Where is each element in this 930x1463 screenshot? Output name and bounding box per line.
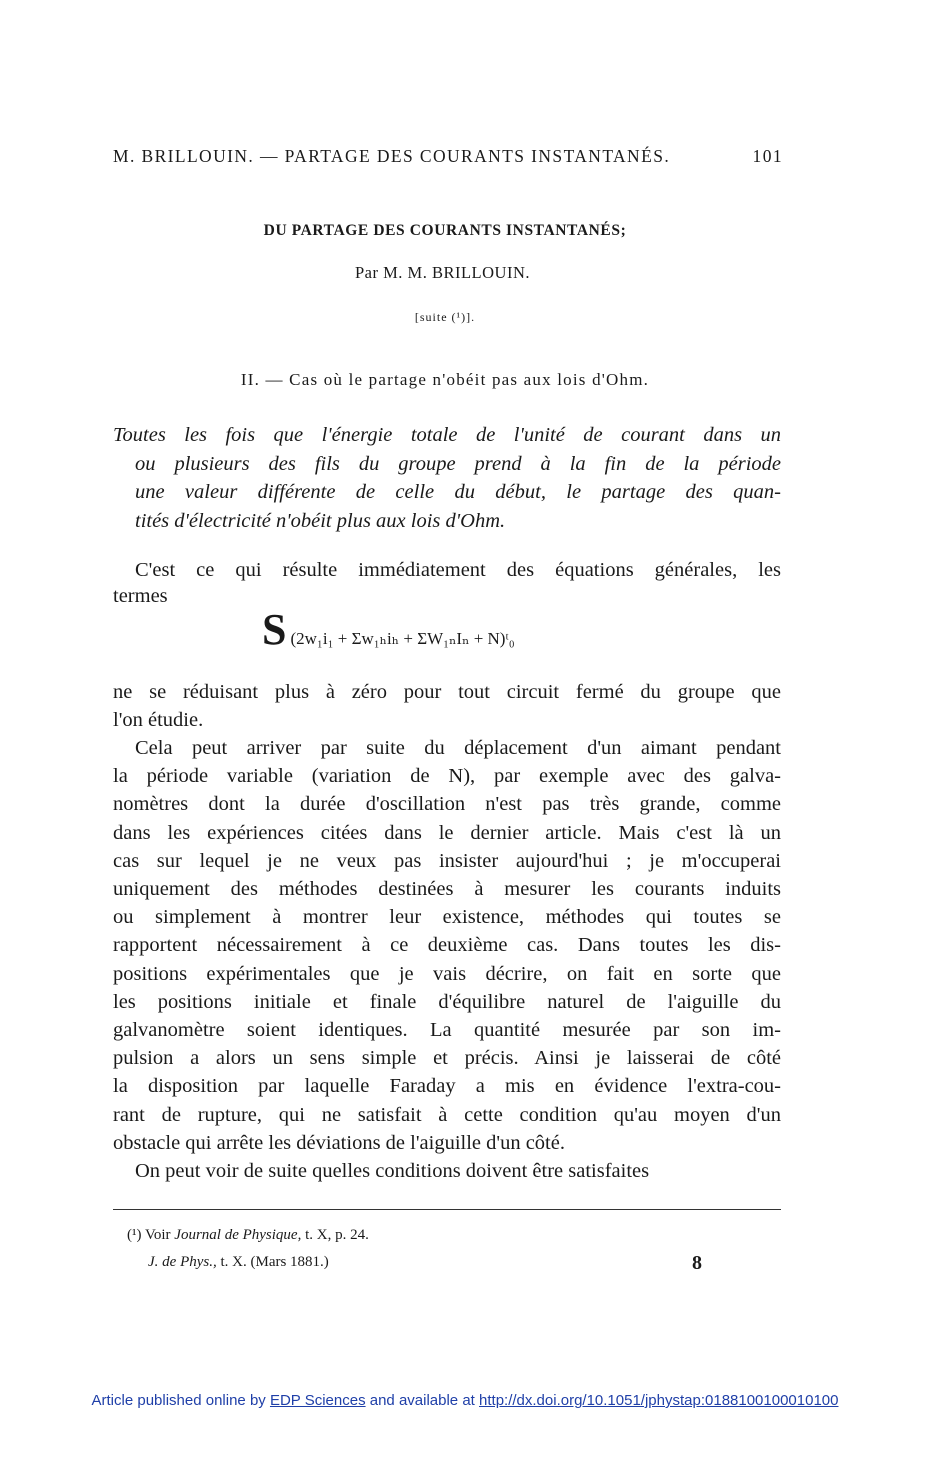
publisher-line [0,1392,930,1409]
footnote-journal: Journal de Physique, [174,1227,302,1243]
article-author: Par M. M. BRILLOUIN. [355,263,530,282]
text-line: la période variable (variation de N), par exemple avec des galva- [113,765,781,788]
page-number: 101 [752,146,783,166]
text-line: On peut voir de suite quelles conditions doivent être satisfaites [135,1160,650,1182]
footnote-2 [148,1254,329,1271]
publisher-prefix: Article published online by [91,1392,266,1409]
paragraph-2 [113,678,781,734]
text-line: uniquement des méthodes destinées à mesurer les courants induits [113,878,781,901]
text-line: obstacle qui arrête les déviations de l'aiguille d'un côté. [113,1131,565,1154]
text-line: cas sur lequel je ne veux pas insister aujourd'hui ; je m'occuperai [113,849,781,872]
footnote-journal-abbrev: J. de Phys., [148,1254,217,1270]
edp-sciences-link[interactable]: EDP Sciences [269,1392,366,1409]
footnote-divider [113,1209,781,1210]
footnote-ref-2: t. X. (Mars 1881.) [220,1254,329,1270]
text-line: termes [113,585,168,608]
text-line: positions expérimentales que je vais décrire, on fait en sorte que [113,962,781,985]
theorem-statement [113,421,781,535]
text-line: la disposition par laquelle Faraday a mis en évidence l'extra-cou- [113,1075,781,1098]
paragraph-1 [113,556,781,608]
text-line: dans les expériences citées dans le dernier article. Mais c'est là un [113,821,781,844]
paragraph-3 [113,734,781,1157]
theorem-line: Toutes les fois que l'énergie totale de l'unité de courant dans un [113,424,781,446]
footnote-marker: (¹) Voir [127,1227,171,1243]
text-line: C'est ce qui résulte immédiatement des équations générales, les [135,559,781,581]
text-line: l'on étudie. [113,709,204,732]
text-line: pulsion a alors un sens simple et précis. Ainsi je laisserai de côté [113,1047,781,1070]
summation-symbol: S [262,605,287,654]
text-line: rant de rupture, qui ne satisfait à cette condition qu'au moyen d'un [113,1103,781,1126]
doi-link[interactable]: http://dx.doi.org/10.1051/jphystap:0188100100010100 [479,1392,839,1409]
theorem-line: ou plusieurs des fils du groupe prend à la fin de la période [135,452,781,475]
footnote-ref: t. X, p. 24. [305,1227,369,1243]
text-line: ou simplement à montrer leur existence, méthodes qui toutes se [113,906,781,929]
article-title: DU PARTAGE DES COURANTS INSTANTANÉS; [263,222,627,239]
theorem-line: une valeur différente de celle du début, le partage des quan- [135,481,781,503]
running-head [113,146,783,167]
continuation-note: [suite (¹)]. [414,310,476,324]
footnote-1 [127,1227,369,1244]
equation [262,605,515,654]
paragraph-4 [113,1157,781,1185]
section-heading: II. — Cas où le partage n'obéit pas aux lois d'Ohm. [240,370,650,389]
text-line: galvanomètre soient identiques. La quantité mesurée par son im- [113,1019,781,1042]
equation-expression: (2w₁i₁ + Σw₁ₕiₕ + ΣW₁ₙIₙ + N)ᵗ₀ [290,629,515,648]
signature-mark: 8 [692,1252,702,1274]
text-line: rapportent nécessairement à ce deuxième cas. Dans toutes les dis- [113,934,781,957]
publisher-middle: and available at [369,1392,475,1409]
running-head-title: M. BRILLOUIN. — PARTAGE DES COURANTS INSTANTANÉS. [113,146,671,166]
text-line: Cela peut arriver par suite du déplacement d'un aimant pendant [135,737,781,759]
text-line: nomètres dont la durée d'oscillation n'est pas très grande, comme [113,793,781,816]
text-line: ne se réduisant plus à zéro pour tout circuit fermé du groupe que [113,681,781,703]
theorem-line: tités d'électricité n'obéit plus aux lois d'Ohm. [135,509,506,532]
text-line: les positions initiale et finale d'équilibre naturel de l'aiguille du [113,990,781,1013]
